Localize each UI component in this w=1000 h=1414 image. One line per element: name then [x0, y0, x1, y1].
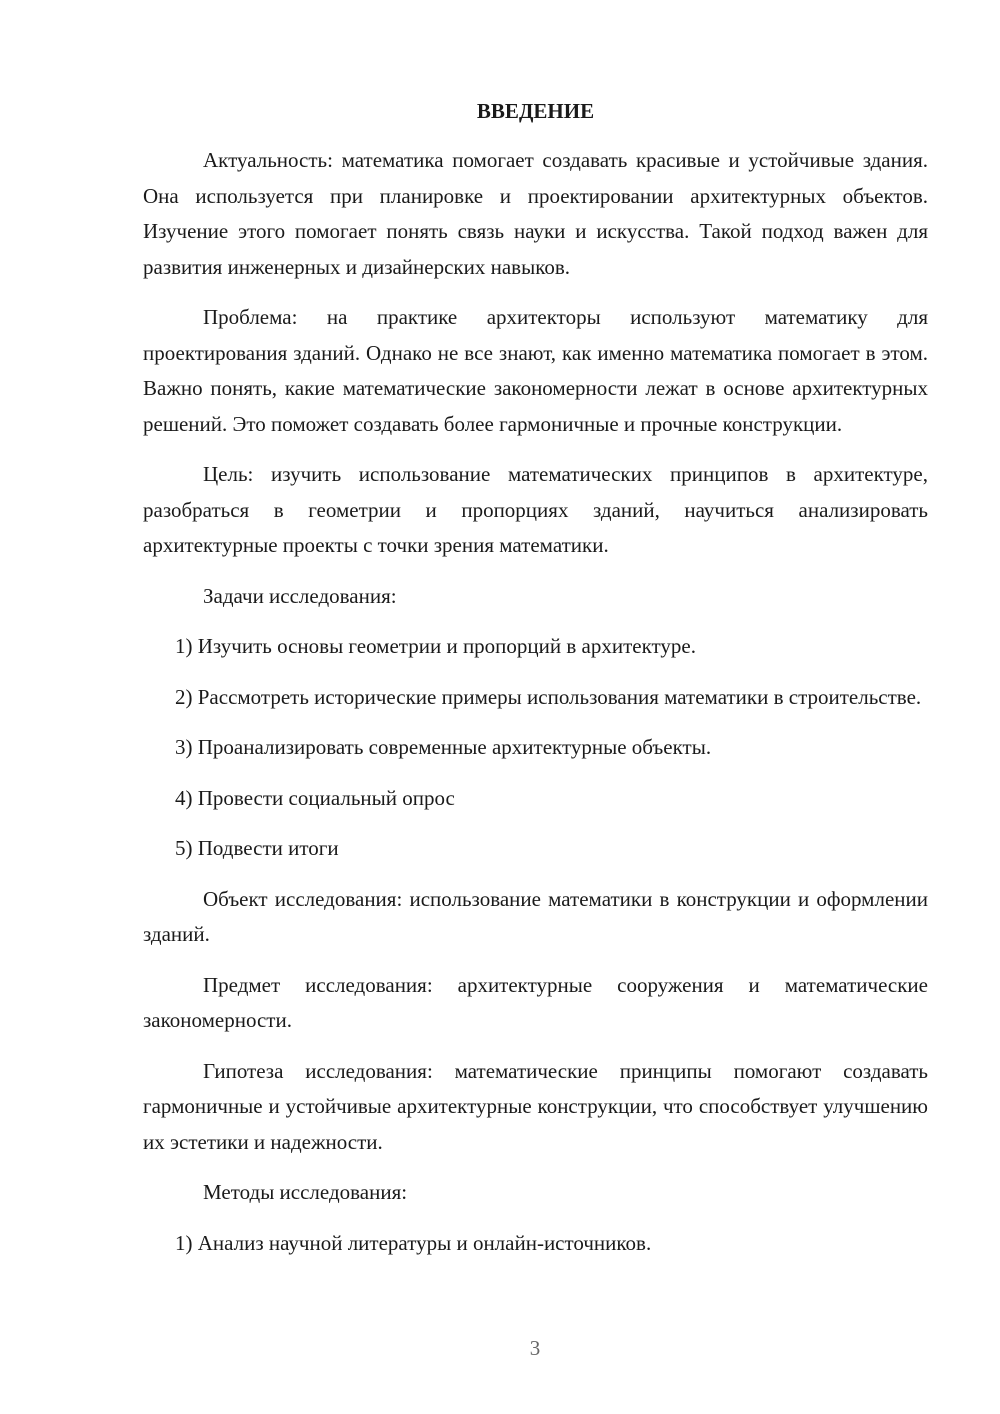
page-content	[143, 96, 928, 1276]
hypothesis-paragraph: Гипотеза исследования: математические принципы помогают создавать гармоничные и устойчивые архитектурные конструкции, что способствует улучшению их эстетики и надежности.	[143, 1058, 928, 1154]
methods-label: Методы исследования:	[203, 1180, 408, 1204]
subject-paragraph: Предмет исследования: архитектурные сооружения и математические закономерности.	[143, 972, 928, 1032]
task-item: 4) Провести социальный опрос	[175, 785, 455, 810]
task-item: 2) Рассмотреть исторические примеры использования математики в строительстве.	[175, 684, 922, 709]
task-item: 5) Подвести итоги	[175, 836, 339, 860]
task-item: 3) Проанализировать современные архитектурные объекты.	[175, 735, 712, 759]
tasks-label: Задачи исследования:	[203, 583, 397, 608]
page-number: 3	[529, 1336, 541, 1360]
relevance-paragraph: Актуальность: математика помогает создавать красивые и устойчивые здания. Она используется при планировке и проектировании архитектурных объектов. Изучение этого помогает понять связь науки и искусства. Такой подход важен для развития инженерных и дизайнерских навыков.	[143, 148, 928, 279]
task-item: 1) Изучить основы геометрии и пропорций в архитектуре.	[175, 634, 697, 658]
problem-paragraph: Проблема: на практике архитекторы используют математику для проектирования зданий. Однако не все знают, как именно математика помогает в этом. Важно понять, какие математические закономерности лежат в основе архитектурных решений. Это поможет создавать более гармоничные и прочные конструкции.	[143, 305, 928, 436]
method-item: 1) Анализ научной литературы и онлайн-источников.	[175, 1230, 652, 1255]
object-paragraph: Объект исследования: использование математики в конструкции и оформлении зданий.	[143, 886, 928, 946]
page-title: ВВЕДЕНИЕ	[476, 99, 595, 123]
goal-paragraph: Цель: изучить использование математических принципов в архитектуре, разобраться в геометрии и пропорциях зданий, научиться анализировать архитектурные проекты с точки зрения математики.	[143, 462, 928, 557]
